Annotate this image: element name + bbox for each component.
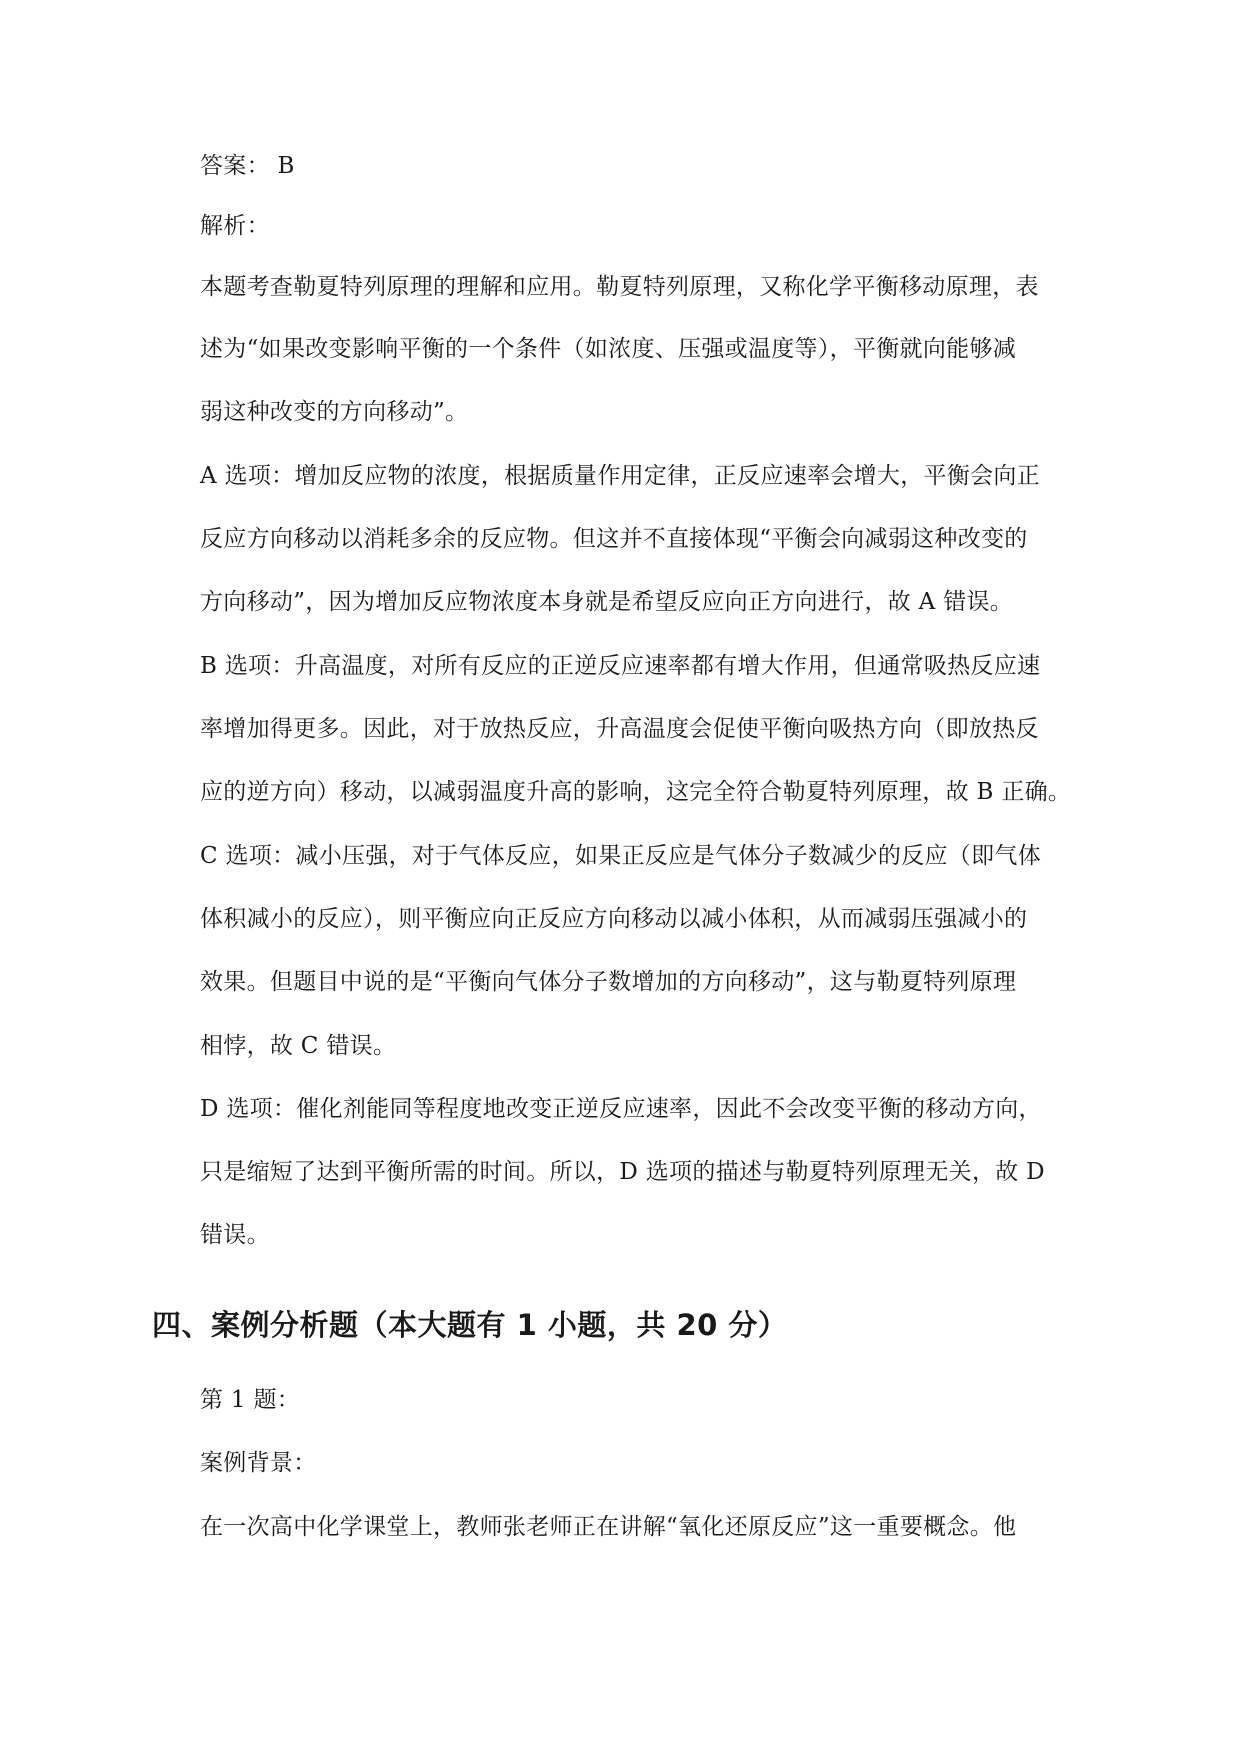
analysis-line: 本题考查勒夏特列原理的理解和应用。勒夏特列原理，又称化学平衡移动原理，表 — [200, 274, 1039, 300]
case-background-label: 案例背景： — [200, 1450, 317, 1476]
case-background-text: 在一次高中化学课堂上，教师张老师正在讲解“氧化还原反应”这一重要概念。他 — [200, 1514, 1017, 1540]
option-a-line: 方向移动”，因为增加反应物浓度本身就是希望反应向正方向进行，故 A 错误。 — [200, 589, 1014, 615]
analysis-label: 解析： — [200, 213, 270, 239]
option-b-line: B 选项：升高温度，对所有反应的正逆反应速率都有增大作用，但通常吸热反应速 — [200, 653, 1041, 679]
option-a-line: A 选项：增加反应物的浓度，根据质量作用定律，正反应速率会增大，平衡会向正 — [200, 463, 1041, 489]
analysis-line: 述为“如果改变影响平衡的一个条件（如浓度、压强或温度等），平衡就向能够减 — [200, 336, 1017, 362]
question-label: 第 1 题： — [200, 1387, 301, 1413]
analysis-line: 弱这种改变的方向移动”。 — [200, 399, 469, 425]
option-d-line: 只是缩短了达到平衡所需的时间。所以，D 选项的描述与勒夏特列原理无关，故 D — [200, 1159, 1045, 1185]
option-c-line: 相悖，故 C 错误。 — [200, 1033, 397, 1059]
answer-line: 答案： B — [200, 153, 295, 179]
option-c-line: 体积减小的反应），则平衡应向正反应方向移动以减小体积，从而减弱压强减小的 — [200, 906, 1028, 932]
option-c-line: 效果。但题目中说的是“平衡向气体分子数增加的方向移动”，这与勒夏特列原理 — [200, 969, 1017, 995]
option-d-line: D 选项：催化剂能同等程度地改变正逆反应速率，因此不会改变平衡的移动方向， — [200, 1096, 1042, 1122]
option-c-line: C 选项：减小压强，对于气体反应，如果正反应是气体分子数减少的反应（即气体 — [200, 843, 1042, 869]
option-a-line: 反应方向移动以消耗多余的反应物。但这并不直接体现“平衡会向减弱这种改变的 — [200, 526, 1028, 552]
section-heading: 四、案例分析题（本大题有 1 小题，共 20 分） — [152, 1308, 788, 1342]
option-b-line: 率增加得更多。因此，对于放热反应，升高温度会促使平衡向吸热方向（即放热反 — [200, 716, 1039, 742]
option-b-line: 应的逆方向）移动，以减弱温度升高的影响，这完全符合勒夏特列原理，故 B 正确。 — [200, 779, 1072, 805]
option-d-line: 错误。 — [200, 1222, 270, 1248]
